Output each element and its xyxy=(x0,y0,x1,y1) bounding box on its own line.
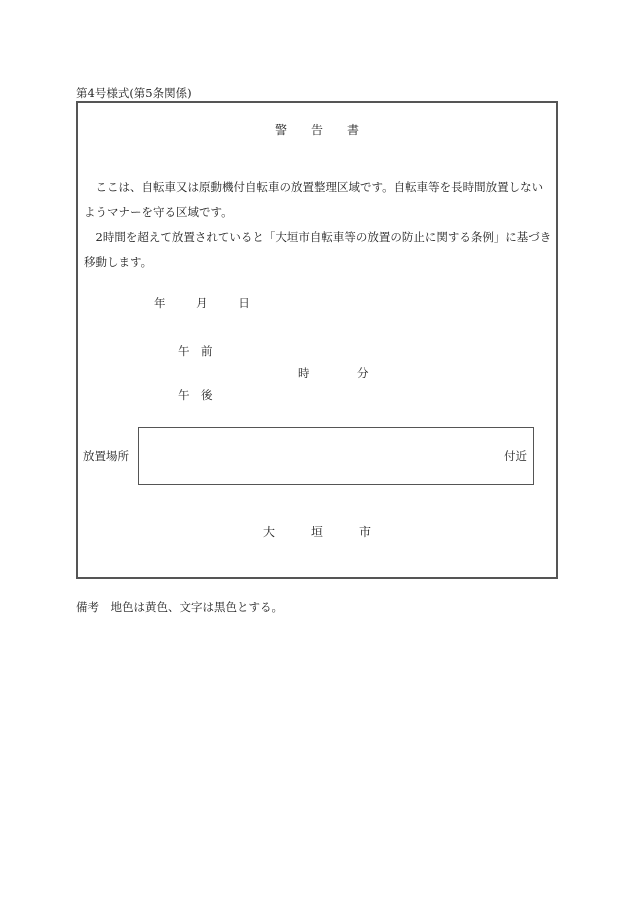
place-suffix: 付近 xyxy=(504,449,527,463)
issuer-char: 市 xyxy=(359,525,372,539)
date-month: 月 xyxy=(196,296,208,310)
place-field[interactable] xyxy=(138,427,534,485)
warning-notice xyxy=(76,101,558,579)
place-label: 放置場所 xyxy=(83,449,129,463)
date-line xyxy=(154,295,250,311)
notice-body xyxy=(84,175,552,275)
title-char: 告 xyxy=(310,123,323,137)
date-day: 日 xyxy=(238,296,250,310)
issuer-char: 大 xyxy=(262,525,275,539)
date-year: 年 xyxy=(154,296,166,310)
time-pm-label: 午 後 xyxy=(178,388,213,402)
time-minute-label: 分 xyxy=(357,366,369,380)
time-am-label: 午 前 xyxy=(178,344,213,358)
issuer xyxy=(78,523,556,540)
title-char: 書 xyxy=(347,123,360,137)
notice-title xyxy=(78,121,556,138)
time-hour-label: 時 xyxy=(298,366,310,380)
notice-paragraph-2: 2時間を超えて放置されていると「大垣市自転車等の放置の防止に関する条例」に基づき移動します。 xyxy=(84,230,552,269)
form-number: 第4号様式(第5条関係) xyxy=(76,86,192,100)
remarks: 備考 地色は黄色、文字は黒色とする。 xyxy=(76,600,283,614)
title-char: 警 xyxy=(274,123,287,137)
notice-paragraph-1: ここは、自転車又は原動機付自転車の放置整理区域です。自転車等を長時間放置しないようマナーを守る区域です。 xyxy=(84,180,544,219)
issuer-char: 垣 xyxy=(310,525,323,539)
